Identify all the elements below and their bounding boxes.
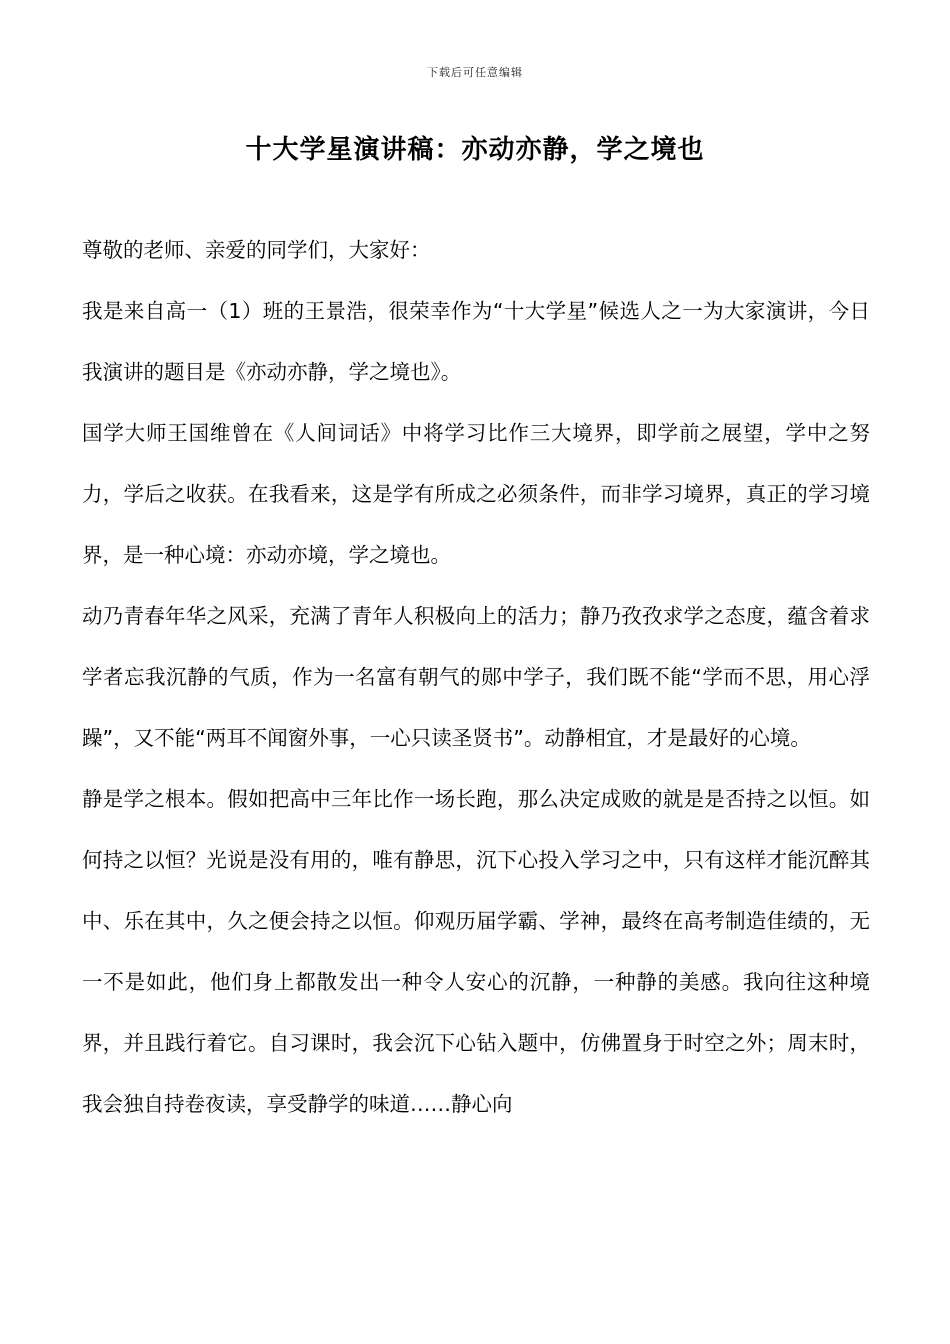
document-title: 十大学星演讲稿：亦动亦静，学之境也 [245, 135, 705, 165]
paragraph-greeting: 尊敬的老师、亲爱的同学们，大家好： [82, 238, 431, 262]
paragraph-introduction: 我是来自高一（1）班的王景浩，很荣幸作为“十大学星”候选人之一为大家演讲，今日我演讲的题目是《亦动亦静，学之境也》。 [82, 299, 870, 384]
paragraph-stillness-foundation: 静是学之根本。假如把高中三年比作一场长跑，那么决定成败的就是是否持之以恒。如何持之以恒？光说是没有用的，唯有静思，沉下心投入学习之中，只有这样才能沉醉其中、乐在其中，久之便会持之以恒。仰观历届学霸、学神，最终在高考制造佳绩的，无一不是如此，他们身上都散发出一种令人安心的沉静，一种静的美感。我向往这种境界，并且践行着它。自习课时，我会沉下心钻入题中，仿佛置身于时空之外；周末时，我会独自持卷夜读，享受静学的味道……静心向 [82, 787, 870, 1116]
header-note: 下载后可任意编辑 [427, 66, 523, 79]
paragraph-motion-stillness: 动乃青春年华之风采，充满了青年人积极向上的活力；静乃孜孜求学之态度，蕴含着求学者忘我沉静的气质，作为一名富有朝气的郧中学子，我们既不能“学而不思，用心浮躁”，又不能“两耳不闻窗外事，一心只读圣贤书”。动静相宜，才是最好的心境。 [82, 604, 870, 750]
paragraph-wang-guowei: 国学大师王国维曾在《人间词话》中将学习比作三大境界，即学前之展望，学中之努力，学后之收获。在我看来，这是学有所成之必须条件，而非学习境界，真正的学习境界，是一种心境：亦动亦境，学之境也。 [82, 421, 870, 567]
document-body [82, 220, 870, 1135]
